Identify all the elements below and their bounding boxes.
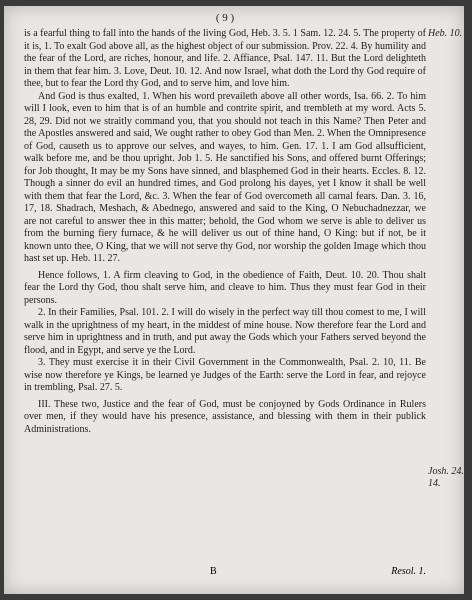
text-block xyxy=(24,12,464,489)
paragraph-5: 3. They must exercise it in their Civil Government in the Commonwealth, Psal. 2. 10, 11. Be wise now therefore ye Kings, be learned ye Judges of the Earth: serve the Lord in fear, and rejoyce in trembling, Psal. 27. 5. xyxy=(24,357,426,393)
page-number: ( 9 ) xyxy=(215,12,235,24)
catchword: Resol. 1. xyxy=(391,566,426,577)
paragraph-1: is a fearful thing to fall into the hands of the living God, Heb. 3. 5. 1 Sam. 12. 24. 5. The property of it is, 1. To exalt God above all, as the highest object of our submission. Prov. 22. 4. By humility and the fear of the Lord, are riches, honour, and life. 2. Affiance, Psal. 147. 11. But the Lord delighteth in them that fear him. 3. Love, Deut. 10. 12. And now Israel, what doth the Lord thy God require of thee, but to fear the Lord thy God, and to serve him, and love him. xyxy=(24,28,426,89)
book-page xyxy=(4,6,464,594)
margin-note-josh: Josh. 24. xyxy=(428,466,464,477)
margin-note-verse: 14. xyxy=(428,478,441,489)
paragraph-6: III. These two, Justice and the fear of God, must be conjoyned by Gods Ordinance in Rulers over men, if they would have his presence, assistance, and blessing with them in their publick Administrations. xyxy=(24,398,426,435)
page-footer xyxy=(24,566,426,580)
margin-note-heb: Heb. 10. xyxy=(428,28,463,39)
paragraph-2: And God is thus exalted, 1. When his word prevaileth above all other words, Isa. 66. 2. To him will I look, even to him that is of an humble and contrite spirit, and trembleth at my word. Acts 5. 28, 29. Did not we straitly command you, that you should not teach in this Name? Then Peter and the Apostles answered and said, We ought rather to obey God than Men. 2. When the Omnipresence of God, causeth us to approve our selves, and wayes, to him. Gen. 17. 1. I am God allsufficient, walk before me, and be thou upright. Job 1. 5. He sanctified his Sons, and offered burnt Offerings; for Job thought, It may be my Sons have sinned, and blasphemed God in their hearts. Eccles. 8. 12. Though a sinner do evil an hundred times, and God prolong his dayes, yet I know it shall be well with them that fear the Lord, &c. 3. When the fear of God overcometh all carnal fears. Dan. 3. 16, 17, 18. Shadrach, Meshach, & Abednego, answered and said to the King, O Nebuchadnezzar, we are not careful to answer thee in this matter; behold, the God whom we serve is able to deliver us from the burning fiery furnace, & he will deliver us out of thine hand, O King: but if not, be it known unto thee, O King, that we will not serve thy God, nor worship the golden Image which thou hast set up. Heb. 11. 27. xyxy=(24,90,426,264)
paragraph-4: 2. In their Families, Psal. 101. 2. I will do wisely in the perfect way till thou comest to me, I will walk in the uprightness of my heart, in the middest of mine house. Now therefore fear the Lord and serve him in uprightness and in truth, and put away the Gods which your Fathers served beyond the flood, and in Egypt, and serve ye the Lord. xyxy=(24,307,426,356)
signature-mark: B xyxy=(210,566,217,577)
paragraph-3: Hence follows, 1. A firm cleaving to God, in the obedience of Faith, Deut. 10. 20. Thou shalt fear the Lord thy God, thou shalt serve him, and cleave to him. Thus they must fear God in their persons. xyxy=(24,269,426,306)
